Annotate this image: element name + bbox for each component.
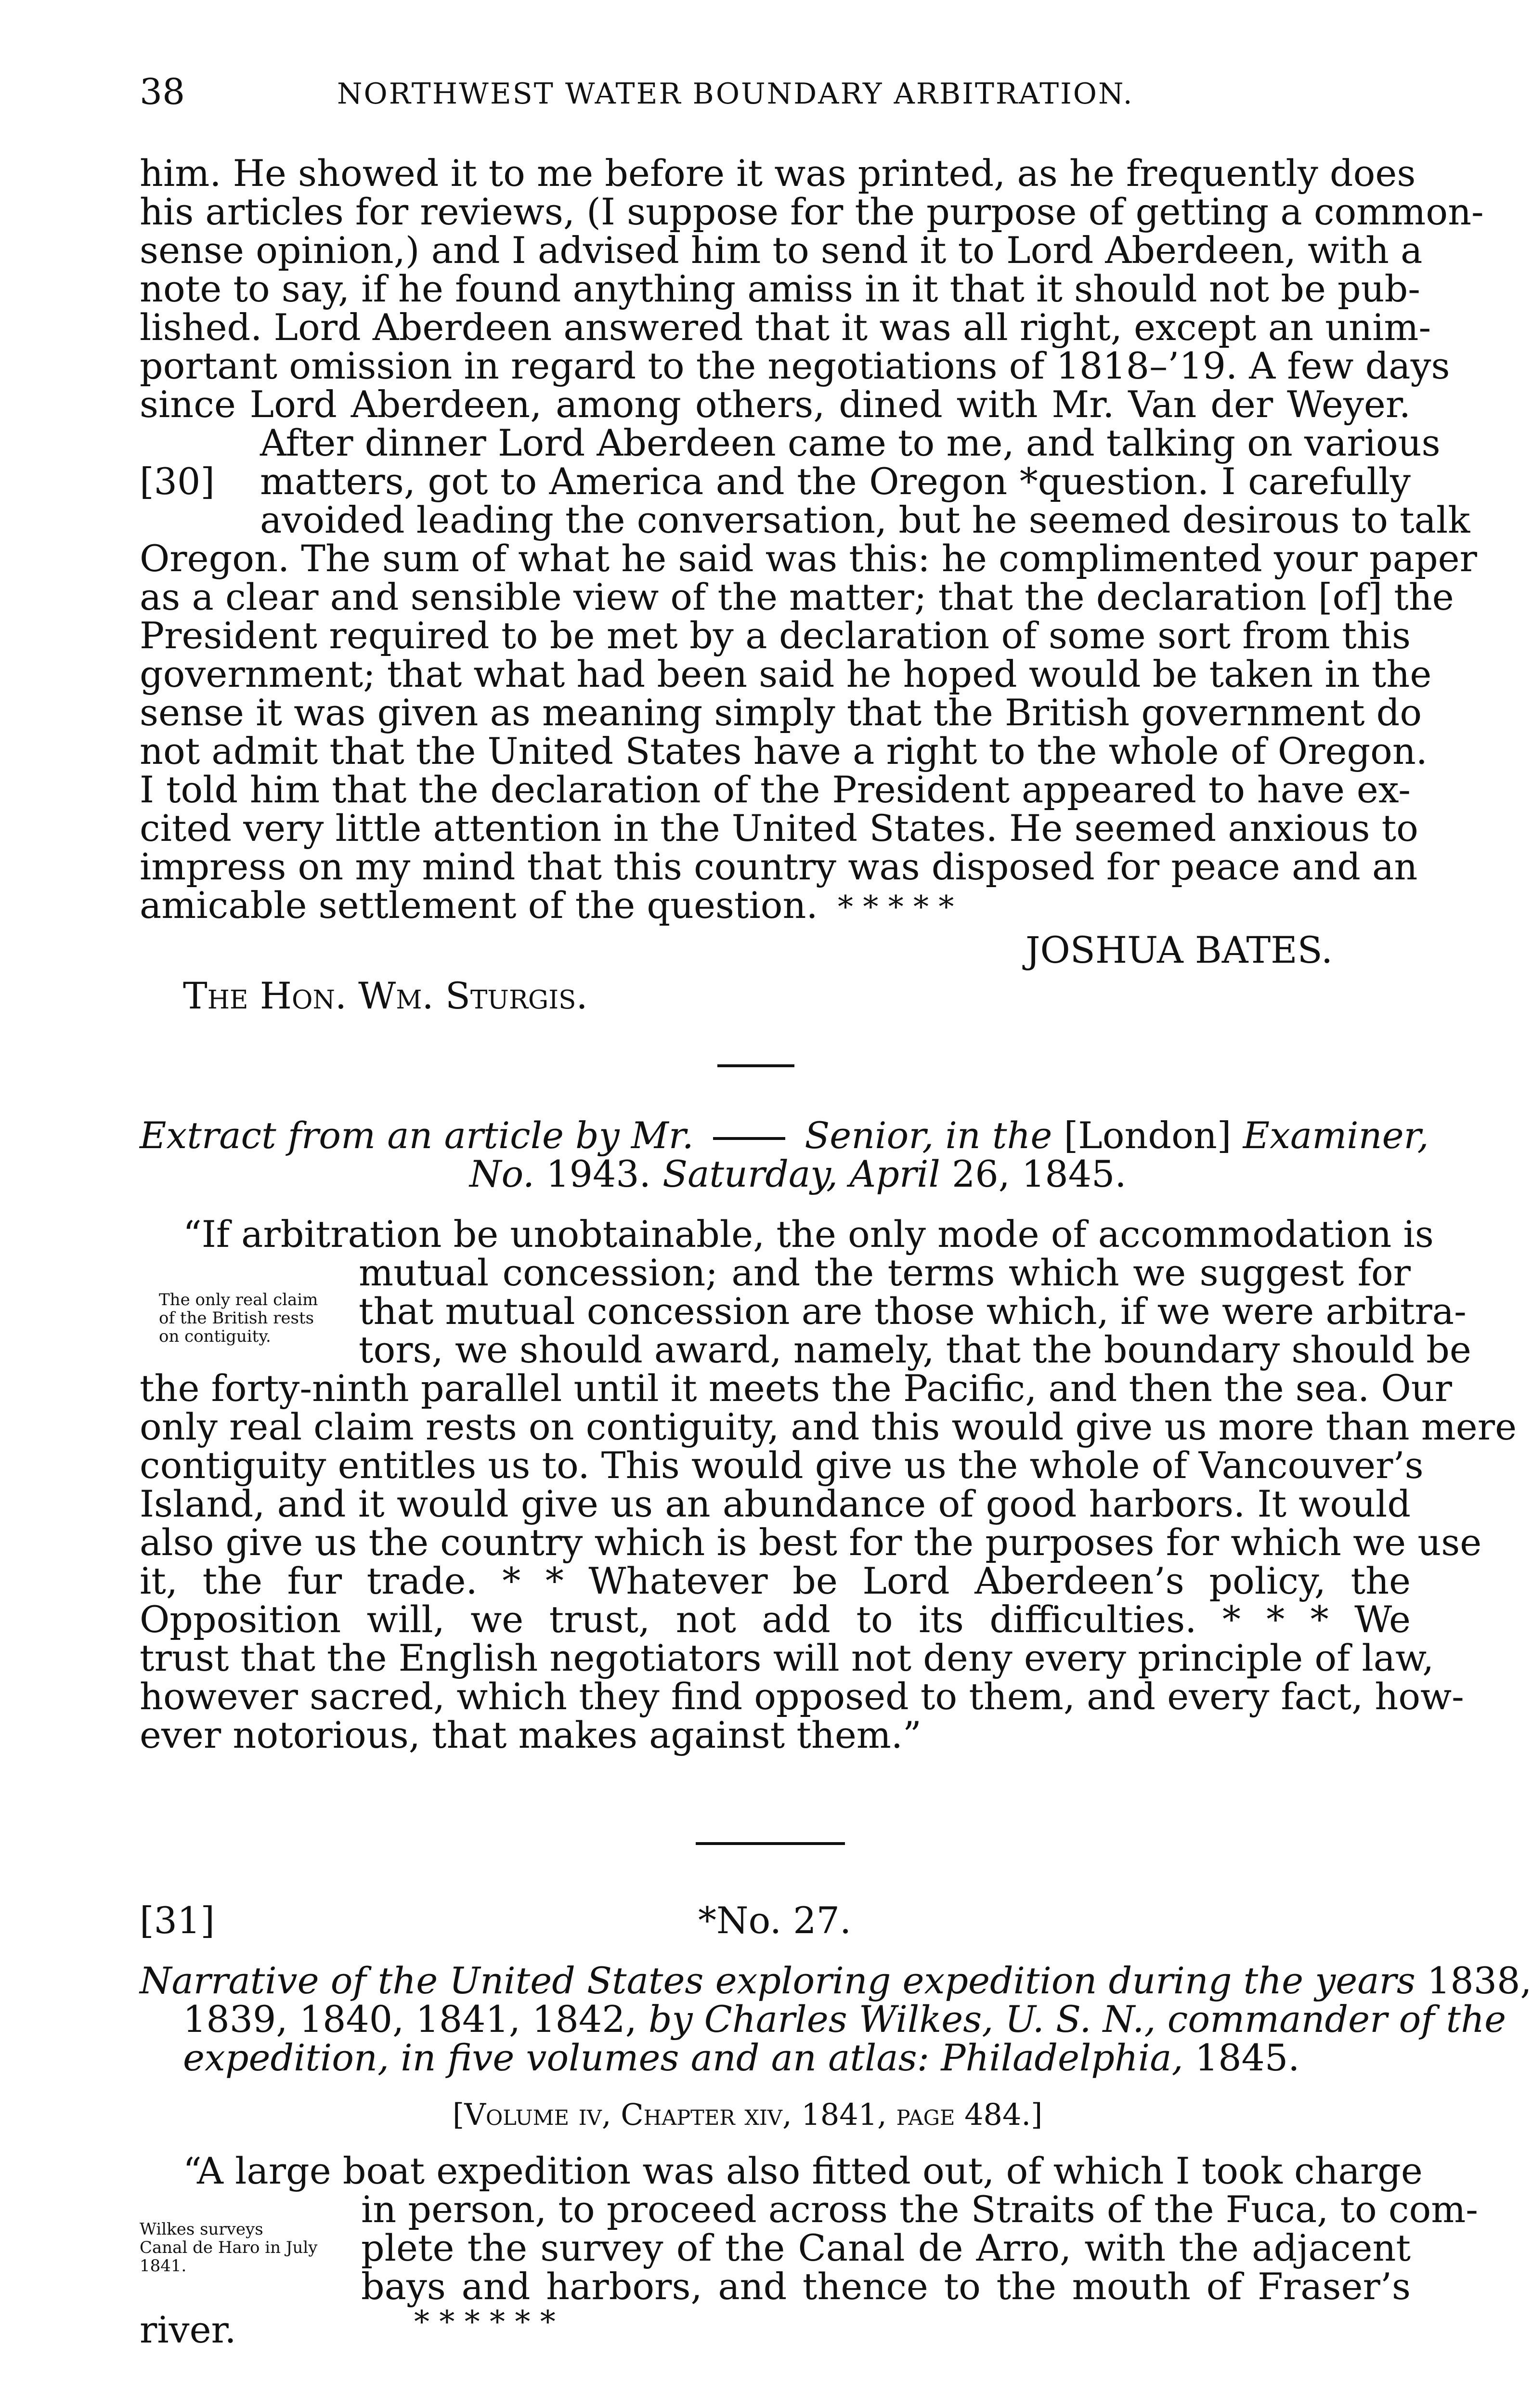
running-title: NORTHWEST WATER BOUNDARY ARBITRATION. (337, 77, 1134, 111)
ellipsis-stars: * * * * * * (414, 2304, 556, 2340)
letter-line: amicable settlement of the question. (140, 884, 818, 927)
extract-line: that mutual concession are those which, if we were arbitra- (359, 1290, 1467, 1333)
extract-line: the forty-ninth parallel until it meets the Pacific, and then the sea. Our (140, 1367, 1452, 1410)
extract-heading-part: 26, 1845. (951, 1152, 1127, 1195)
source-reference: [Volume iv, Chapter xiv, 1841, page 484.] (453, 2097, 1043, 2132)
ellipsis-stars: * * * * * (838, 890, 954, 925)
citation-title-line (140, 1959, 1532, 2002)
marginal-note-line: The only real claim (159, 1290, 318, 1309)
citation-title-part: Narrative of the United States exploring expedition during the years (140, 1959, 1415, 2002)
extract-line: tors, we should award, namely, that the boundary should be (359, 1328, 1471, 1371)
extract-heading-part: Saturday, April (662, 1152, 940, 1195)
letter-line: impress on my mind that this country was disposed for peace and an (140, 845, 1418, 888)
letter-line: him. He showed it to me before it was printed, as he frequently does (140, 152, 1416, 195)
citation-title-part: 1845. (1194, 2036, 1300, 2079)
letter-line: not admit that the United States have a right to the whole of Oregon. (140, 730, 1428, 772)
citation-title-line (183, 2036, 1300, 2079)
letter-line: sense opinion,) and I advised him to send it to Lord Aberdeen, with a (140, 229, 1423, 272)
quote-line: plete the survey of the Canal de Arro, with the adjacent (361, 2226, 1411, 2269)
page-number: 38 (140, 71, 185, 113)
margin-marker: [30] (140, 460, 215, 503)
extract-line: ever notorious, that makes against them.” (140, 1714, 922, 1756)
extract-heading (140, 1114, 1429, 1157)
marginal-note-line: Wilkes surveys (140, 2220, 263, 2239)
letter-line: note to say, if he found anything amiss in it that it should not be pub- (140, 267, 1420, 310)
letter-line: portant omission in regard to the negotiations of 1818–’19. A few days (140, 344, 1450, 387)
addressee: The Hon. Wm. Sturgis. (183, 974, 588, 1017)
letter-line: as a clear and sensible view of the matter; that the declaration [of] the (140, 576, 1454, 618)
extract-line: Island, and it would give us an abundance of good harbors. It would (140, 1482, 1411, 1525)
extract-line: mutual concession; and the terms which we suggest for (359, 1251, 1411, 1294)
section-divider (717, 1064, 794, 1067)
marginal-note (140, 2220, 317, 2275)
extract-heading-part: [London] (1064, 1114, 1232, 1157)
document-number: *No. 27. (698, 1899, 852, 1942)
extract-heading-line2 (469, 1152, 1127, 1195)
citation-title-part: Philadelphia, (941, 2036, 1183, 2079)
extract-heading-part: No. (469, 1152, 535, 1195)
letter-line: I told him that the declaration of the President appeared to have ex- (140, 768, 1411, 811)
name-blank-rule (713, 1137, 785, 1140)
citation-title-part: 1838, (1427, 1959, 1532, 2002)
extract-line: also give us the country which is best for the purposes for which we use (140, 1521, 1482, 1564)
letter-line: since Lord Aberdeen, among others, dined with Mr. Van der Weyer. (140, 383, 1411, 426)
extract-line: however sacred, which they find opposed to them, and every fact, how- (140, 1675, 1464, 1718)
extract-line: trust that the English negotiators will not deny every principle of law, (140, 1636, 1434, 1679)
citation-title-line (183, 1998, 1506, 2041)
citation-title-part: 1839, 1840, 1841, 1842, (183, 1998, 637, 2041)
quote-line: “A large boat expedition was also fitted out, of which I took charge (183, 2149, 1423, 2192)
citation-title-part: by Charles Wilkes, U. S. N., commander of the (648, 1998, 1506, 2041)
marginal-note-line: 1841. (140, 2256, 187, 2276)
section-divider (696, 1842, 845, 1845)
extract-heading-part: Senior, in the (805, 1114, 1052, 1157)
extract-heading-part: Examiner, (1243, 1114, 1429, 1157)
letter-line: his articles for reviews, (I suppose for the purpose of getting a common- (140, 190, 1484, 233)
letter-line: After dinner Lord Aberdeen came to me, and talking on various (260, 421, 1441, 464)
extract-heading-part: 1943. (546, 1152, 651, 1195)
marginal-note-line: of the British rests (159, 1309, 314, 1328)
extract-line: Opposition will, we trust, not add to its difficulties. * * * We (140, 1598, 1411, 1641)
quote-line: river. (140, 2308, 236, 2351)
quote-line: in person, to proceed across the Straits of the Fuca, to com- (361, 2188, 1478, 2231)
signature: JOSHUA BATES. (1026, 929, 1333, 971)
letter-line: Oregon. The sum of what he said was this: he complimented your paper (140, 537, 1477, 580)
letter-line: government; that what had been said he hoped would be taken in the (140, 653, 1432, 695)
letter-line: avoided leading the conversation, but he seemed desirous to talk (260, 498, 1470, 541)
letter-line: cited very little attention in the United States. He seemed anxious to (140, 807, 1418, 850)
letter-line: matters, got to America and the Oregon *question. I carefully (260, 460, 1411, 503)
marginal-note (159, 1291, 318, 1346)
extract-line: it, the fur trade. * * Whatever be Lord Aberdeen’s policy, the (140, 1559, 1411, 1602)
quote-line: bays and harbors, and thence to the mouth of Fraser’s (361, 2265, 1411, 2308)
extract-line: “If arbitration be unobtainable, the only mode of accommodation is (183, 1213, 1434, 1256)
marginal-note-line: Canal de Haro in July (140, 2238, 318, 2257)
extract-line: contiguity entitles us to. This would give us the whole of Vancouver’s (140, 1444, 1424, 1487)
letter-line: President required to be met by a declaration of some sort from this (140, 614, 1411, 657)
letter-line: sense it was given as meaning simply that the British government do (140, 691, 1422, 734)
extract-heading-part: Extract from an article by Mr. (140, 1114, 694, 1157)
citation-title-part: expedition, in five volumes and an atlas: (183, 2036, 930, 2079)
marginal-note-line: on contiguity. (159, 1327, 271, 1346)
letter-line: lished. Lord Aberdeen answered that it was all right, except an unim- (140, 306, 1431, 349)
extract-line: only real claim rests on contiguity, and this would give us more than mere (140, 1405, 1517, 1448)
margin-marker: [31] (140, 1899, 215, 1942)
